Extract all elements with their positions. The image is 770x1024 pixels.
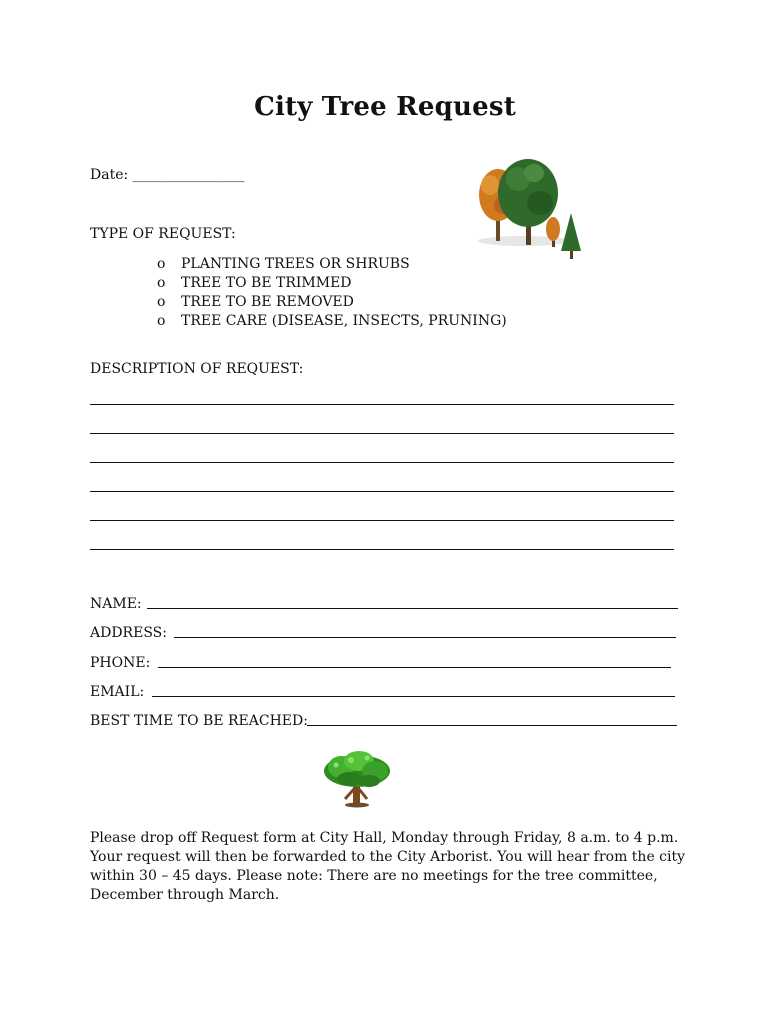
name-label: NAME:	[90, 596, 142, 612]
phone-label: PHONE:	[90, 655, 151, 671]
drop-off-instructions: Please drop off Request form at City Hall, Monday through Friday, 8 a.m. to 4 p.m. Your request will then be forwarded to the City Arborist. You will hear from the city within 30 – 45 days. Please note: There are no meetings for the tree committee, December through March.	[90, 830, 686, 903]
address-label: ADDRESS:	[90, 625, 167, 641]
option-label: TREE TO BE TRIMMED	[181, 275, 352, 291]
best-time-field[interactable]	[307, 725, 677, 726]
name-field[interactable]	[147, 608, 678, 609]
date-field[interactable]: Date: ________________	[90, 167, 245, 183]
description-line[interactable]	[90, 549, 674, 550]
best-time-label: BEST TIME TO BE REACHED:	[90, 713, 308, 729]
trees-illustration	[474, 153, 584, 268]
tree-icon	[321, 749, 393, 809]
description-line[interactable]	[90, 520, 674, 521]
request-type-options	[157, 255, 507, 331]
email-field[interactable]	[152, 696, 675, 697]
checkbox-circle-icon[interactable]: o	[157, 275, 166, 291]
option-label: TREE TO BE REMOVED	[181, 294, 354, 310]
description-line[interactable]	[90, 491, 674, 492]
option-planting[interactable]	[157, 255, 507, 274]
address-field[interactable]	[174, 637, 676, 638]
checkbox-circle-icon[interactable]: o	[157, 294, 166, 310]
option-trimmed[interactable]	[157, 274, 507, 293]
phone-field[interactable]	[158, 667, 671, 668]
page-title: City Tree Request	[254, 92, 516, 122]
option-removed[interactable]	[157, 293, 507, 312]
description-line[interactable]	[90, 433, 674, 434]
checkbox-circle-icon[interactable]: o	[157, 313, 166, 329]
description-label: DESCRIPTION OF REQUEST:	[90, 361, 304, 377]
description-line[interactable]	[90, 462, 674, 463]
email-label: EMAIL:	[90, 684, 145, 700]
checkbox-circle-icon[interactable]: o	[157, 256, 166, 272]
option-label: PLANTING TREES OR SHRUBS	[181, 256, 410, 272]
type-of-request-label: TYPE OF REQUEST:	[90, 226, 236, 242]
description-line[interactable]	[90, 404, 674, 405]
option-label: TREE CARE (DISEASE, INSECTS, PRUNING)	[181, 313, 507, 329]
option-tree-care[interactable]	[157, 312, 507, 331]
